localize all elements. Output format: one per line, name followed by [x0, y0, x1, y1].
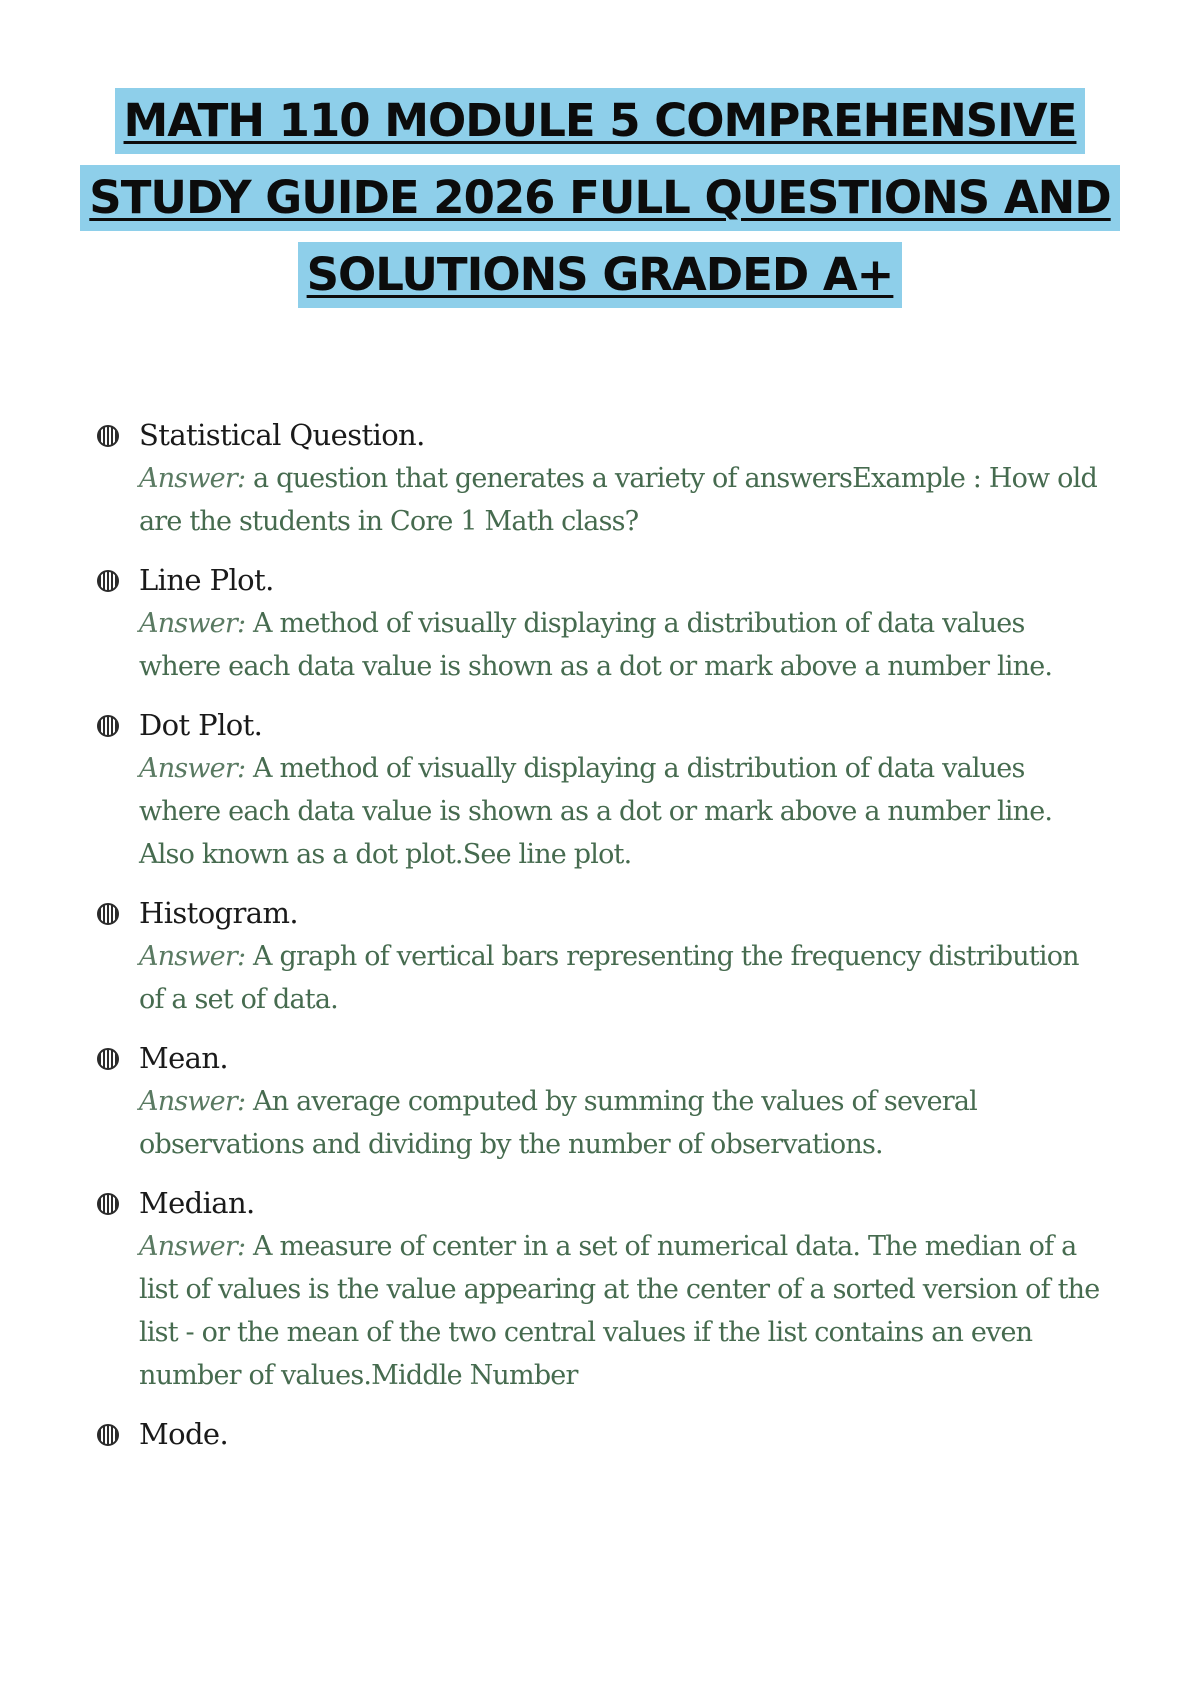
question-text: Mode. [139, 1417, 229, 1451]
answer-text: An average computed by summing the values of several observations and dividing by the number of observations. [139, 1086, 978, 1160]
bullet-icon [97, 1193, 119, 1215]
question-text: Mean. [139, 1041, 229, 1075]
answer-text: A method of visually displaying a distribution of data values where each data value is shown as a dot or mark above a number line. [139, 608, 1053, 682]
answer-block [139, 935, 1109, 1021]
qa-item-histogram [97, 892, 1117, 1021]
title-line-2: STUDY GUIDE 2026 FULL QUESTIONS AND [80, 165, 1119, 231]
answer-block [139, 747, 1109, 876]
answer-block [139, 457, 1109, 543]
answer-label: Answer: [139, 608, 254, 639]
bullet-icon [97, 1424, 119, 1446]
bullet-icon [97, 1048, 119, 1070]
answer-label: Answer: [139, 463, 254, 494]
question-text: Dot Plot. [139, 708, 263, 742]
answer-label: Answer: [139, 753, 254, 784]
answer-label: Answer: [139, 1231, 254, 1262]
answer-block [139, 1080, 1109, 1166]
answer-text: a question that generates a variety of answersExample : How old are the students in Core 1 Math class? [139, 463, 1097, 537]
qa-item-statistical-question [97, 414, 1117, 543]
qa-item-mean [97, 1037, 1117, 1166]
answer-label: Answer: [139, 1086, 254, 1117]
qa-item-median [97, 1182, 1117, 1397]
qa-item-line-plot [97, 559, 1117, 688]
bullet-icon [97, 715, 119, 737]
answer-text: A method of visually displaying a distribution of data values where each data value is shown as a dot or mark above a number line. Also known as a dot plot.See line plot. [139, 753, 1053, 870]
question-text: Median. [139, 1186, 255, 1220]
bullet-icon [97, 903, 119, 925]
answer-text: A graph of vertical bars representing the frequency distribution of a set of data. [139, 941, 1079, 1015]
title-line-1: MATH 110 MODULE 5 COMPREHENSIVE [115, 88, 1086, 154]
answer-text: A measure of center in a set of numerical data. The median of a list of values is the value appearing at the center of a sorted version of the list - or the mean of the two central values if the list contains an even number of values.Middle Number [139, 1231, 1100, 1391]
answer-label: Answer: [139, 941, 254, 972]
answer-block [139, 1225, 1109, 1397]
question-text: Statistical Question. [139, 418, 425, 452]
document-title [0, 88, 1200, 319]
qa-item-dot-plot [97, 704, 1117, 876]
answer-block [139, 602, 1109, 688]
title-line-3: SOLUTIONS GRADED A+ [298, 242, 903, 308]
question-text: Histogram. [139, 896, 298, 930]
question-text: Line Plot. [139, 563, 274, 597]
bullet-icon [97, 570, 119, 592]
bullet-icon [97, 425, 119, 447]
qa-list [97, 414, 1117, 1472]
qa-item-mode [97, 1413, 1117, 1456]
